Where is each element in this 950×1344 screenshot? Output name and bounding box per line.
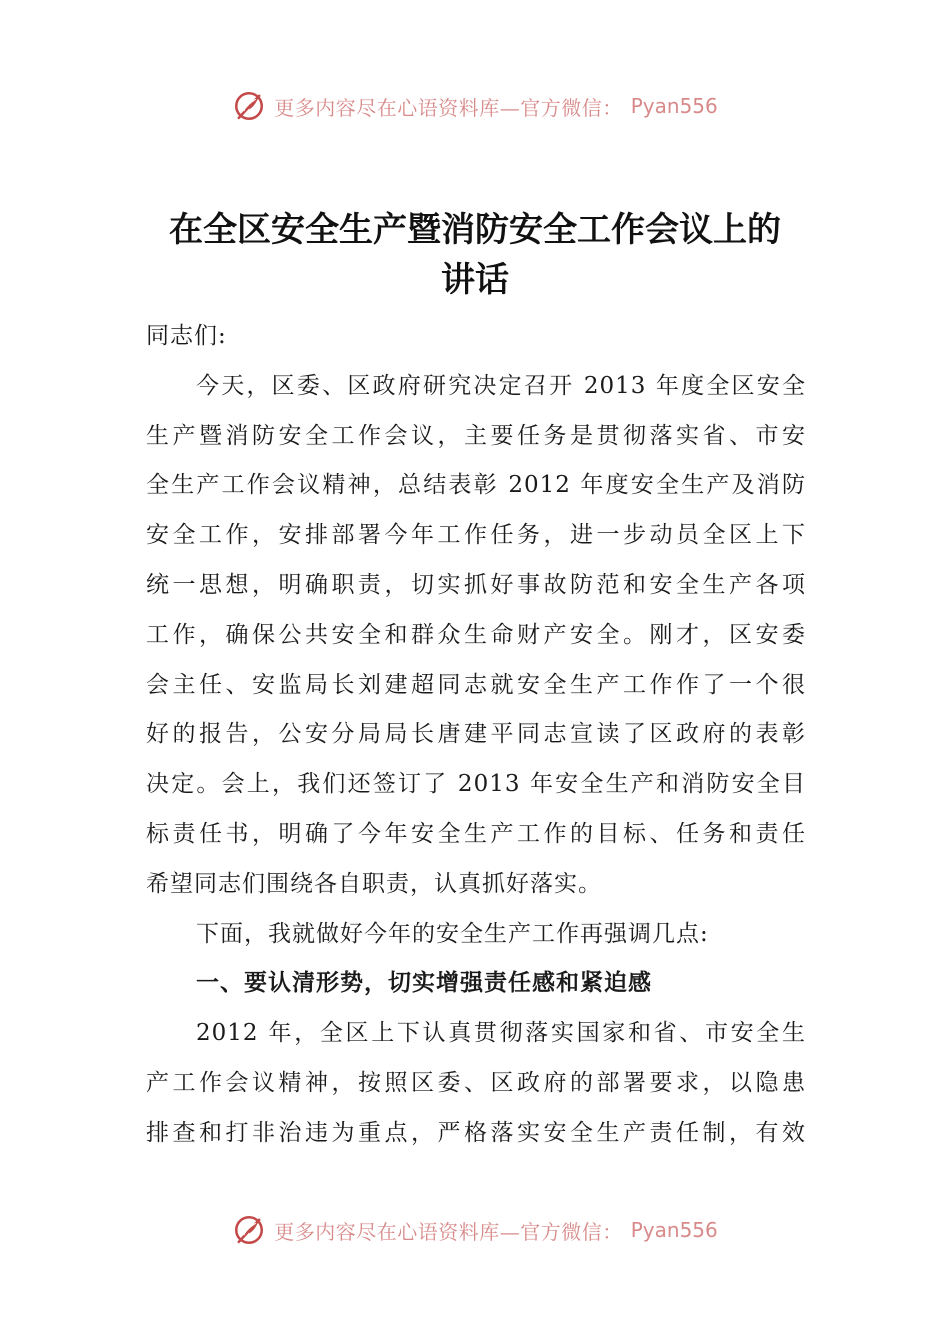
salutation: 同志们:: [146, 323, 227, 349]
paragraph-line: 下面，我就做好今年的安全生产工作再强调几点:: [196, 920, 709, 947]
paragraph-line: 工作，确保公共安全和群众生命财产安全。刚才，区安委: [146, 621, 806, 648]
paragraph-line: 排查和打非治违为重点，严格落实安全生产责任制，有效: [146, 1119, 806, 1146]
watermark-group: [232, 1213, 718, 1247]
paragraph-line: 2012 年，全区上下认真贯彻落实国家和省、市安全生: [196, 1020, 806, 1047]
paragraph-line: 统一思想，明确职责，切实抓好事故防范和安全生产各项: [146, 571, 806, 598]
paragraph-line: 安全工作，安排部署今年工作任务，进一步动员全区上下: [146, 522, 806, 549]
watermark-wechat-id: Pyan556: [630, 1218, 718, 1242]
paragraph-line: 希望同志们围绕各自职责，认真抓好落实。: [146, 870, 602, 897]
watermark-text: 更多内容尽在心语资料库—官方微信：: [274, 95, 623, 120]
paragraph-line: 全生产工作会议精神，总结表彰 2012 年度安全生产及消防: [146, 472, 806, 499]
title-line-1: 在全区安全生产暨消防安全工作会议上的: [169, 210, 781, 250]
paragraph-line: 今天，区委、区政府研究决定召开 2013 年度全区安全: [196, 372, 806, 399]
watermark-text: 更多内容尽在心语资料库—官方微信：: [274, 1219, 623, 1244]
paragraph-line: 标责任书，明确了今年安全生产工作的目标、任务和责任: [146, 820, 806, 847]
header-watermark: [0, 86, 950, 126]
paragraph-line: 产工作会议精神，按照区委、区政府的部署要求，以隐患: [146, 1069, 806, 1096]
footer-watermark: [0, 1210, 950, 1250]
title-line-2: 讲话: [441, 260, 509, 300]
watermark-wechat-id: Pyan556: [630, 94, 718, 118]
quill-logo-icon: [232, 1213, 266, 1247]
section-heading: 一、要认清形势，切实增强责任感和紧迫感: [196, 970, 652, 997]
quill-logo-icon: [232, 89, 266, 123]
paragraph-line: 会主任、安监局长刘建超同志就安全生产工作作了一个很: [146, 671, 806, 698]
paragraph-line: 好的报告，公安分局局长唐建平同志宣读了区政府的表彰: [146, 721, 806, 748]
watermark-group: [232, 89, 718, 123]
paragraph-line: 生产暨消防安全工作会议，主要任务是贯彻落实省、市安: [146, 422, 806, 449]
paragraph-line: 决定。会上，我们还签订了 2013 年安全生产和消防安全目: [146, 771, 806, 798]
document-body: [146, 312, 806, 1159]
document-title: [0, 205, 950, 305]
